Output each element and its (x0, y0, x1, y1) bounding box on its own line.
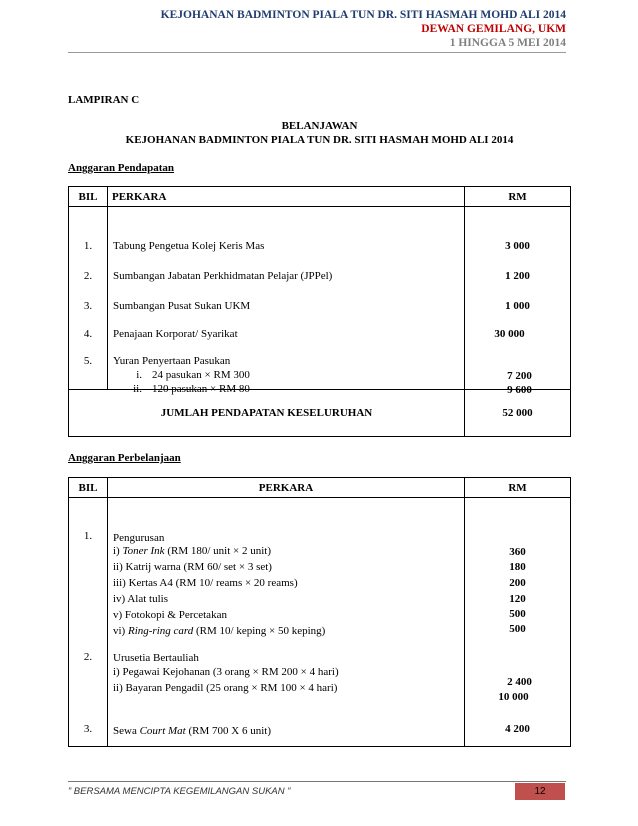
rm-value: 10 000 (498, 691, 529, 703)
table-row (69, 498, 571, 747)
income-heading: Anggaran Pendapatan (68, 162, 175, 174)
expense-item: Sewa Court Mat (RM 700 X 6 unit) (113, 725, 271, 737)
header-title: KEJOHANAN BADMINTON PIALA TUN DR. SITI HASMAH MOHD ALI 2014 (160, 9, 566, 21)
table-header-row (69, 478, 571, 498)
rm-value: 200 (509, 577, 526, 589)
expense-item: i) Pegawai Kejohanan (3 orang × RM 200 × 4 hari) (113, 666, 339, 678)
bil-5: 5. (83, 355, 93, 367)
bil-1: 1. (83, 240, 93, 252)
bil-1: 1. (83, 530, 93, 542)
rm-value: 120 (509, 593, 526, 605)
total-row (69, 390, 571, 437)
item-text: Sumbangan Jabatan Perkhidmatan Pelajar (JPPel) (113, 270, 333, 282)
group-title: Pengurusan (113, 532, 165, 544)
header-rule (68, 52, 566, 53)
col-rm: RM (465, 478, 571, 498)
sub-no: ii. (133, 383, 142, 395)
item-text: Penajaan Korporat/ Syarikat (113, 328, 238, 340)
bil-3: 3. (83, 723, 93, 735)
bil-4: 4. (83, 328, 93, 340)
income-table (68, 186, 571, 437)
sub-text: 120 pasukan × RM 80 (152, 383, 250, 395)
sub-text: 24 pasukan × RM 300 (152, 369, 250, 381)
expense-item: v) Fotokopi & Percetakan (113, 609, 227, 621)
bil-2: 2. (83, 270, 93, 282)
rm-value: 4 200 (505, 723, 530, 735)
total-value: 52 000 (465, 390, 571, 437)
rm-value: 7 200 (507, 370, 532, 382)
item-text: Yuran Penyertaan Pasukan (113, 355, 231, 367)
rm-value: 2 400 (507, 676, 532, 688)
rm-value: 180 (509, 561, 526, 573)
group-title: Urusetia Bertauliah (113, 652, 199, 664)
footer-rule (68, 781, 566, 782)
expense-item: ii) Katrij warna (RM 60/ set × 3 set) (113, 561, 272, 573)
expense-item: ii) Bayaran Pengadil (25 orang × RM 100 × 4 hari) (113, 682, 338, 694)
col-bil: BIL (69, 478, 108, 498)
col-bil: BIL (69, 187, 108, 207)
doc-title: BELANJAWAN (281, 120, 358, 132)
footer-slogan: ” BERSAMA MENCIPTA KEGEMILANGAN SUKAN ” (68, 786, 291, 797)
header-date: 1 HINGGA 5 MEI 2014 (449, 37, 566, 49)
rm-value: 9 600 (507, 384, 532, 396)
header-venue: DEWAN GEMILANG, UKM (421, 23, 566, 35)
expense-item: vi) Ring-ring card (RM 10/ keping × 50 keping) (113, 625, 326, 637)
bil-3: 3. (83, 300, 93, 312)
item-text: Sumbangan Pusat Sukan UKM (113, 300, 251, 312)
lampiran-label: LAMPIRAN C (68, 94, 140, 106)
item-text: Tabung Pengetua Kolej Keris Mas (113, 240, 265, 252)
sub-no: i. (136, 369, 142, 381)
rm-value: 1 200 (505, 270, 530, 282)
table-row (69, 207, 571, 390)
rm-value: 3 000 (505, 240, 530, 252)
table-header-row (69, 187, 571, 207)
total-label: JUMLAH PENDAPATAN KESELURUHAN (69, 390, 465, 437)
expense-item: i) Toner Ink (RM 180/ unit × 2 unit) (113, 545, 271, 557)
col-perkara: PERKARA (108, 187, 465, 207)
page-number: 12 (515, 783, 565, 800)
expense-item: iv) Alat tulis (113, 593, 168, 605)
expense-item: iii) Kertas A4 (RM 10/ reams × 20 reams) (113, 577, 298, 589)
doc-subtitle: KEJOHANAN BADMINTON PIALA TUN DR. SITI HASMAH MOHD ALI 2014 (125, 134, 514, 146)
col-rm: RM (465, 187, 571, 207)
rm-value: 30 000 (494, 328, 525, 340)
rm-value: 500 (509, 623, 526, 635)
expense-heading: Anggaran Perbelanjaan (68, 452, 181, 464)
rm-value: 360 (509, 546, 526, 558)
expense-table (68, 477, 571, 747)
col-perkara: PERKARA (108, 478, 465, 498)
bil-2: 2. (83, 651, 93, 663)
rm-value: 500 (509, 608, 526, 620)
rm-value: 1 000 (505, 300, 530, 312)
